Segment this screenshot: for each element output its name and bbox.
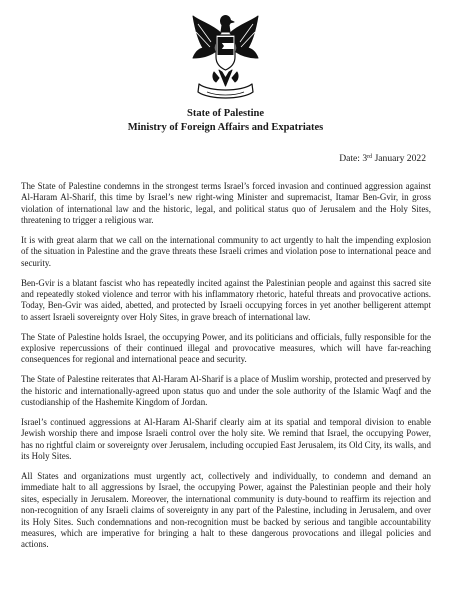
paragraph: Israel’s continued aggressions at Al-Haram Al-Sharif clearly aim at its spatial and temporal division to enable Jewish worship there and impose Israeli control over the holy site. We remind that Israel, the occupying Power, has no rightful claim or sovereignty over Jerusalem, including occupied East Jerusalem, its Old City, its walls, and its Holy Sites. (21, 416, 431, 462)
paragraph: The State of Palestine condemns in the strongest terms Israel’s forced invasion and continued aggression against Al-Haram Al-Sharif, this time by Israel’s new right-wing Minister and supremacist, Itamar Ben-Gvir, in gross violation of international law and the historic, legal, and political status quo of Jerusalem and the Holy Sites, threatening to trigger a religious war. (21, 181, 431, 226)
statement-body (21, 181, 431, 559)
palestine-eagle-emblem (189, 12, 262, 102)
document-date (339, 153, 426, 165)
date-day: 3 (362, 153, 368, 164)
paragraph: Ben-Gvir is a blatant fascist who has repeatedly incited against the Palestinian people and against this sacred site and repeatedly stoked violence and terror with his inflammatory rhetoric, hateful threats and provocative actions. Today, Ben-Gvir was aided, abetted, and protected by Israeli occupying forces in yet another belligerent attempt to assert Israeli sovereignty over Holy Sites, in grave breach of international law. (21, 277, 431, 322)
paragraph: All States and organizations must urgently act, collectively and individually, to condemn and demand an immediate halt to all aggressions by Israel, the occupying Power, against the Palestinian people and their holy sites, especially in Jerusalem. Moreover, the international community is duty-bound to reaffirm its rejection and non-recognition of any Israeli claims of sovereignty in any part of the Palestine, including in Jerusalem, and over its Holy Sites. Such condemnations and non-recognition must be backed by serious and tangible accountability measures, which are imperative for bringing a halt to these dangerous provocations and illegal policies and actions. (21, 470, 431, 550)
ministry-heading: Ministry of Foreign Affairs and Expatriates (127, 122, 324, 133)
date-label: Date: (339, 153, 363, 164)
paragraph: The State of Palestine reiterates that Al-Haram Al-Sharif is a place of Muslim worship, protected and preserved by the historic and internationally-agreed upon status quo and under the sole authority of the Islamic Waqf and the custodianship of the Hashemite Kingdom of Jordan. (21, 374, 431, 408)
state-heading: State of Palestine (187, 108, 264, 119)
paragraph: The State of Palestine holds Israel, the occupying Power, and its politicians and officials, fully responsible for the explosive repercussions of their continued illegal and provocative measures, which will have far-reaching consequences for regional and international peace and security. (21, 331, 431, 365)
date-month-year: January 2022 (372, 153, 426, 164)
paragraph: It is with great alarm that we call on the international community to act urgently to halt the impending explosion of the situation in Palestine and the grave threats these Israeli crimes and violation pose to international peace and security. (21, 235, 431, 268)
date-day-suffix: rd (367, 154, 373, 160)
